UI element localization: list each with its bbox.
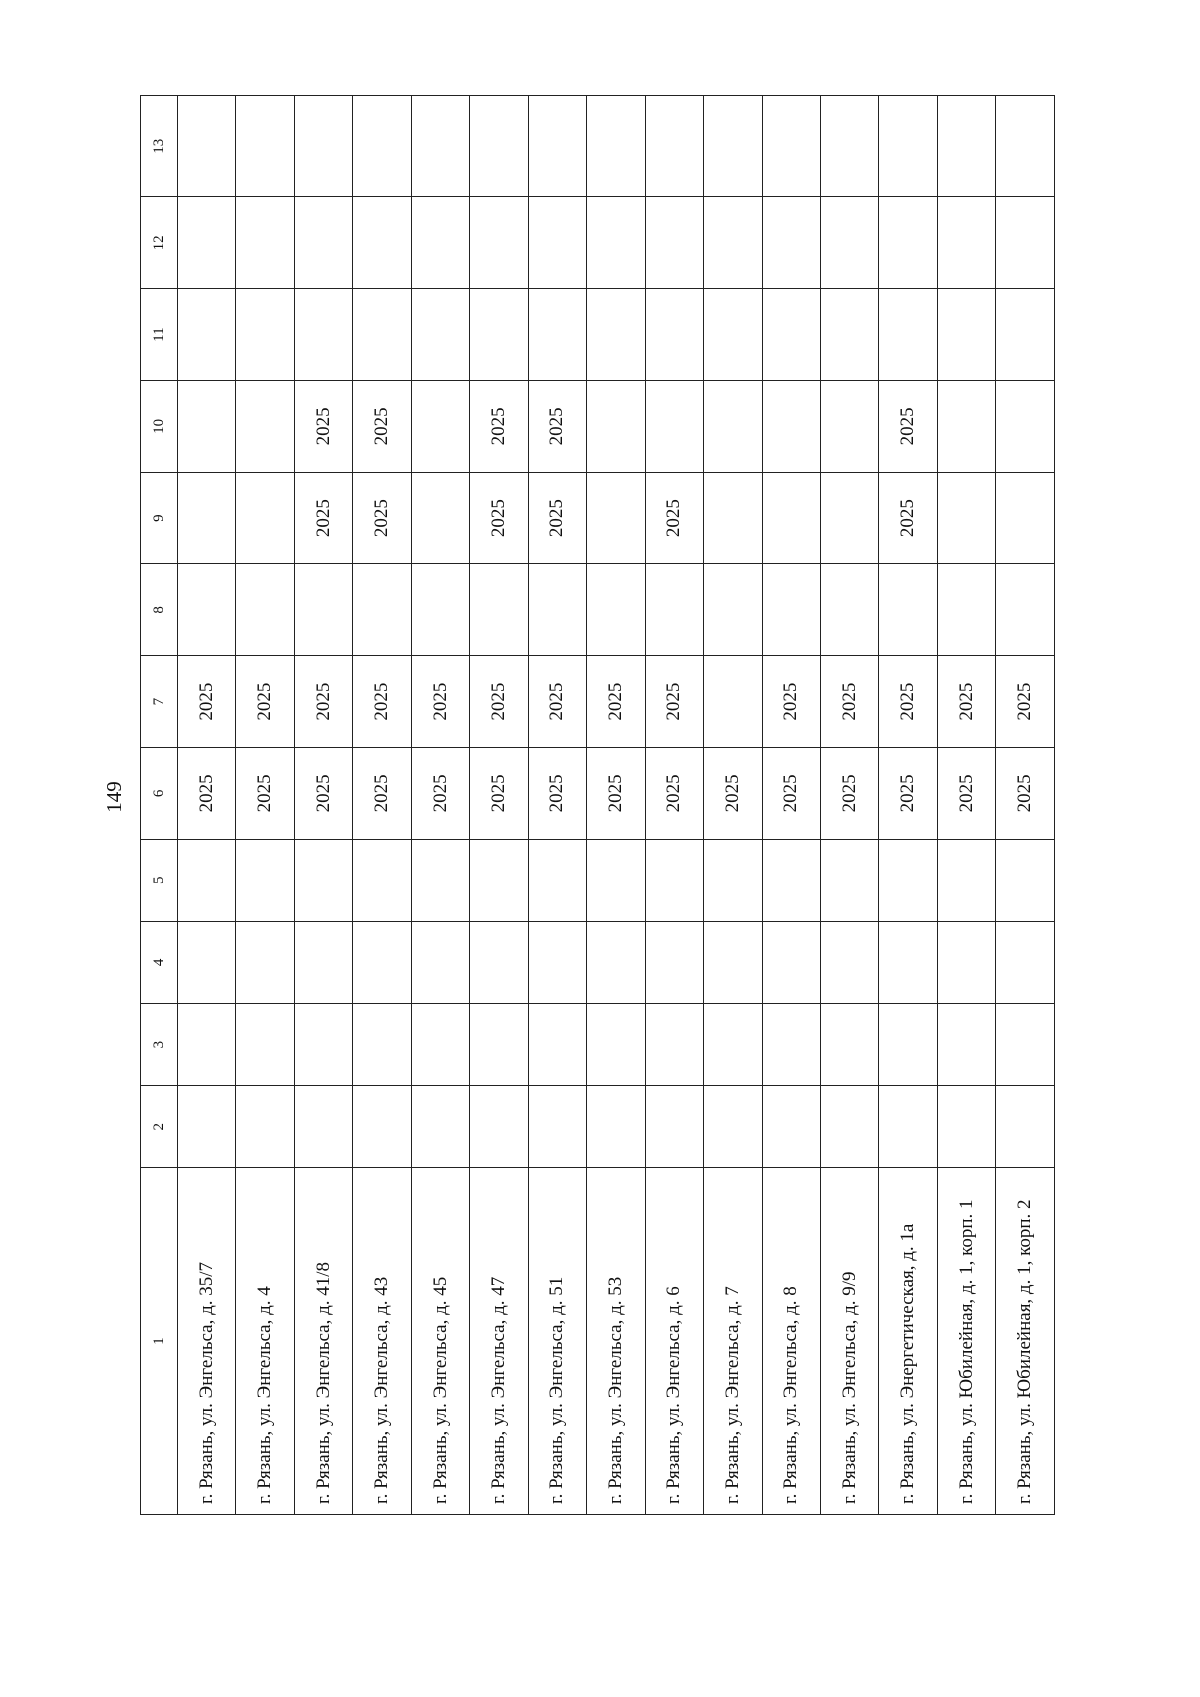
year-cell bbox=[587, 380, 645, 472]
year-cell bbox=[704, 96, 762, 197]
year-cell bbox=[470, 197, 528, 289]
year-cell bbox=[587, 1003, 645, 1085]
year-cell bbox=[236, 1003, 294, 1085]
year-cell bbox=[587, 289, 645, 381]
column-header: 6 bbox=[141, 747, 178, 839]
address-cell: г. Рязань, ул. Энгельса, д. 6 bbox=[645, 1168, 703, 1515]
table-row bbox=[996, 96, 1055, 1515]
address-cell: г. Рязань, ул. Энгельса, д. 7 bbox=[704, 1168, 762, 1515]
year-cell: 2025 bbox=[528, 656, 586, 748]
year-cell bbox=[411, 96, 469, 197]
address-cell: г. Рязань, ул. Энгельса, д. 35/7 bbox=[178, 1168, 236, 1515]
year-cell: 2025 bbox=[587, 656, 645, 748]
year-cell bbox=[178, 289, 236, 381]
year-cell bbox=[762, 472, 820, 564]
year-cell bbox=[411, 921, 469, 1003]
year-cell bbox=[528, 289, 586, 381]
year-cell: 2025 bbox=[645, 656, 703, 748]
column-header: 13 bbox=[141, 96, 178, 197]
year-cell bbox=[996, 380, 1055, 472]
year-cell: 2025 bbox=[353, 656, 411, 748]
year-cell bbox=[236, 839, 294, 921]
year-cell bbox=[996, 289, 1055, 381]
year-cell bbox=[294, 921, 352, 1003]
schedule-table bbox=[140, 95, 1055, 1515]
year-cell bbox=[937, 289, 995, 381]
column-header: 8 bbox=[141, 564, 178, 656]
year-cell bbox=[937, 839, 995, 921]
year-cell bbox=[762, 564, 820, 656]
year-cell bbox=[470, 1086, 528, 1168]
address-cell: г. Рязань, ул. Энгельса, д. 45 bbox=[411, 1168, 469, 1515]
year-cell bbox=[645, 1003, 703, 1085]
table-body bbox=[178, 96, 1055, 1515]
rotated-table-frame bbox=[140, 95, 1055, 1515]
year-cell bbox=[762, 96, 820, 197]
year-cell bbox=[353, 96, 411, 197]
year-cell: 2025 bbox=[411, 656, 469, 748]
year-cell bbox=[645, 197, 703, 289]
table-row bbox=[294, 96, 352, 1515]
table-row bbox=[178, 96, 236, 1515]
year-cell bbox=[236, 472, 294, 564]
year-cell bbox=[178, 1086, 236, 1168]
year-cell bbox=[353, 1086, 411, 1168]
column-header: 7 bbox=[141, 656, 178, 748]
table-header bbox=[141, 96, 178, 1515]
year-cell: 2025 bbox=[879, 472, 937, 564]
year-cell bbox=[528, 839, 586, 921]
year-cell bbox=[704, 839, 762, 921]
year-cell bbox=[528, 564, 586, 656]
year-cell bbox=[178, 96, 236, 197]
year-cell bbox=[470, 564, 528, 656]
year-cell: 2025 bbox=[528, 747, 586, 839]
column-header: 2 bbox=[141, 1086, 178, 1168]
column-header: 1 bbox=[141, 1168, 178, 1515]
year-cell: 2025 bbox=[762, 656, 820, 748]
year-cell bbox=[294, 564, 352, 656]
year-cell bbox=[820, 96, 878, 197]
table-row bbox=[879, 96, 937, 1515]
year-cell bbox=[236, 380, 294, 472]
year-cell bbox=[704, 564, 762, 656]
year-cell bbox=[411, 472, 469, 564]
header-row bbox=[141, 96, 178, 1515]
year-cell bbox=[820, 289, 878, 381]
year-cell bbox=[996, 472, 1055, 564]
year-cell bbox=[411, 1003, 469, 1085]
year-cell: 2025 bbox=[294, 472, 352, 564]
table-row bbox=[236, 96, 294, 1515]
year-cell bbox=[820, 1003, 878, 1085]
year-cell: 2025 bbox=[353, 747, 411, 839]
year-cell bbox=[353, 1003, 411, 1085]
year-cell: 2025 bbox=[294, 656, 352, 748]
year-cell bbox=[411, 564, 469, 656]
year-cell bbox=[704, 921, 762, 1003]
address-cell: г. Рязань, ул. Энергетическая, д. 1а bbox=[879, 1168, 937, 1515]
year-cell bbox=[762, 921, 820, 1003]
year-cell bbox=[762, 839, 820, 921]
table-row bbox=[587, 96, 645, 1515]
year-cell bbox=[704, 289, 762, 381]
year-cell bbox=[704, 1003, 762, 1085]
year-cell bbox=[178, 921, 236, 1003]
year-cell bbox=[587, 1086, 645, 1168]
year-cell bbox=[470, 289, 528, 381]
year-cell bbox=[528, 1003, 586, 1085]
year-cell bbox=[178, 839, 236, 921]
column-header: 9 bbox=[141, 472, 178, 564]
year-cell: 2025 bbox=[294, 380, 352, 472]
address-cell: г. Рязань, ул. Энгельса, д. 47 bbox=[470, 1168, 528, 1515]
year-cell bbox=[704, 380, 762, 472]
year-cell bbox=[236, 1086, 294, 1168]
year-cell bbox=[294, 197, 352, 289]
year-cell bbox=[236, 921, 294, 1003]
table-row bbox=[704, 96, 762, 1515]
address-cell: г. Рязань, ул. Энгельса, д. 4 bbox=[236, 1168, 294, 1515]
year-cell bbox=[353, 197, 411, 289]
year-cell bbox=[762, 1003, 820, 1085]
year-cell: 2025 bbox=[353, 380, 411, 472]
year-cell bbox=[879, 289, 937, 381]
year-cell: 2025 bbox=[470, 747, 528, 839]
address-cell: г. Рязань, ул. Энгельса, д. 8 bbox=[762, 1168, 820, 1515]
column-header: 10 bbox=[141, 380, 178, 472]
year-cell: 2025 bbox=[879, 380, 937, 472]
year-cell bbox=[411, 839, 469, 921]
year-cell bbox=[645, 96, 703, 197]
year-cell bbox=[879, 1003, 937, 1085]
column-header: 3 bbox=[141, 1003, 178, 1085]
year-cell: 2025 bbox=[411, 747, 469, 839]
year-cell bbox=[236, 197, 294, 289]
year-cell bbox=[470, 96, 528, 197]
address-cell: г. Рязань, ул. Юбилейная, д. 1, корп. 2 bbox=[996, 1168, 1055, 1515]
year-cell bbox=[937, 1003, 995, 1085]
year-cell bbox=[645, 380, 703, 472]
year-cell bbox=[178, 564, 236, 656]
year-cell: 2025 bbox=[937, 656, 995, 748]
year-cell bbox=[587, 96, 645, 197]
year-cell bbox=[528, 1086, 586, 1168]
year-cell bbox=[645, 839, 703, 921]
year-cell bbox=[937, 564, 995, 656]
year-cell: 2025 bbox=[820, 747, 878, 839]
year-cell bbox=[704, 472, 762, 564]
year-cell bbox=[996, 564, 1055, 656]
year-cell bbox=[820, 564, 878, 656]
year-cell: 2025 bbox=[645, 747, 703, 839]
year-cell bbox=[294, 289, 352, 381]
year-cell bbox=[820, 839, 878, 921]
year-cell bbox=[704, 1086, 762, 1168]
year-cell bbox=[178, 472, 236, 564]
year-cell bbox=[937, 1086, 995, 1168]
year-cell bbox=[879, 1086, 937, 1168]
year-cell bbox=[178, 1003, 236, 1085]
year-cell: 2025 bbox=[353, 472, 411, 564]
address-cell: г. Рязань, ул. Юбилейная, д. 1, корп. 1 bbox=[937, 1168, 995, 1515]
year-cell bbox=[879, 96, 937, 197]
year-cell bbox=[879, 921, 937, 1003]
year-cell: 2025 bbox=[937, 747, 995, 839]
year-cell bbox=[411, 289, 469, 381]
table-row bbox=[645, 96, 703, 1515]
year-cell bbox=[937, 96, 995, 197]
year-cell bbox=[294, 839, 352, 921]
year-cell bbox=[236, 96, 294, 197]
year-cell bbox=[587, 564, 645, 656]
year-cell bbox=[996, 96, 1055, 197]
year-cell bbox=[820, 197, 878, 289]
column-header: 4 bbox=[141, 921, 178, 1003]
year-cell bbox=[645, 921, 703, 1003]
year-cell: 2025 bbox=[528, 380, 586, 472]
table-row bbox=[762, 96, 820, 1515]
year-cell bbox=[236, 564, 294, 656]
year-cell bbox=[236, 289, 294, 381]
year-cell: 2025 bbox=[470, 656, 528, 748]
year-cell bbox=[820, 380, 878, 472]
table-row bbox=[353, 96, 411, 1515]
year-cell bbox=[762, 289, 820, 381]
year-cell bbox=[470, 1003, 528, 1085]
year-cell bbox=[353, 289, 411, 381]
year-cell bbox=[587, 921, 645, 1003]
year-cell bbox=[996, 197, 1055, 289]
table-row bbox=[470, 96, 528, 1515]
year-cell bbox=[470, 839, 528, 921]
year-cell bbox=[411, 197, 469, 289]
year-cell bbox=[645, 289, 703, 381]
table-row bbox=[937, 96, 995, 1515]
year-cell: 2025 bbox=[879, 656, 937, 748]
year-cell bbox=[762, 197, 820, 289]
year-cell: 2025 bbox=[528, 472, 586, 564]
year-cell bbox=[178, 380, 236, 472]
address-cell: г. Рязань, ул. Энгельса, д. 9/9 bbox=[820, 1168, 878, 1515]
year-cell bbox=[996, 839, 1055, 921]
column-header: 5 bbox=[141, 839, 178, 921]
year-cell: 2025 bbox=[820, 656, 878, 748]
year-cell: 2025 bbox=[879, 747, 937, 839]
year-cell bbox=[645, 564, 703, 656]
year-cell: 2025 bbox=[645, 472, 703, 564]
year-cell bbox=[879, 564, 937, 656]
year-cell bbox=[587, 472, 645, 564]
year-cell bbox=[704, 197, 762, 289]
year-cell: 2025 bbox=[178, 656, 236, 748]
address-cell: г. Рязань, ул. Энгельса, д. 41/8 bbox=[294, 1168, 352, 1515]
year-cell bbox=[937, 472, 995, 564]
year-cell bbox=[353, 564, 411, 656]
year-cell bbox=[645, 1086, 703, 1168]
year-cell: 2025 bbox=[996, 747, 1055, 839]
year-cell bbox=[996, 1086, 1055, 1168]
year-cell bbox=[294, 96, 352, 197]
year-cell bbox=[353, 921, 411, 1003]
year-cell bbox=[762, 380, 820, 472]
year-cell bbox=[178, 197, 236, 289]
year-cell: 2025 bbox=[236, 747, 294, 839]
address-cell: г. Рязань, ул. Энгельса, д. 53 bbox=[587, 1168, 645, 1515]
year-cell: 2025 bbox=[470, 380, 528, 472]
year-cell bbox=[528, 96, 586, 197]
year-cell bbox=[411, 1086, 469, 1168]
year-cell: 2025 bbox=[236, 656, 294, 748]
column-header: 12 bbox=[141, 197, 178, 289]
year-cell bbox=[294, 1003, 352, 1085]
table-row bbox=[820, 96, 878, 1515]
year-cell bbox=[528, 921, 586, 1003]
table-container bbox=[140, 95, 1055, 1515]
year-cell bbox=[411, 380, 469, 472]
year-cell bbox=[704, 656, 762, 748]
year-cell: 2025 bbox=[996, 656, 1055, 748]
table-row bbox=[411, 96, 469, 1515]
year-cell bbox=[937, 197, 995, 289]
table-row bbox=[528, 96, 586, 1515]
year-cell bbox=[587, 839, 645, 921]
year-cell bbox=[294, 1086, 352, 1168]
address-cell: г. Рязань, ул. Энгельса, д. 43 bbox=[353, 1168, 411, 1515]
year-cell: 2025 bbox=[294, 747, 352, 839]
year-cell bbox=[353, 839, 411, 921]
year-cell bbox=[937, 380, 995, 472]
year-cell bbox=[996, 921, 1055, 1003]
address-cell: г. Рязань, ул. Энгельса, д. 51 bbox=[528, 1168, 586, 1515]
column-header: 11 bbox=[141, 289, 178, 381]
year-cell: 2025 bbox=[587, 747, 645, 839]
year-cell bbox=[879, 197, 937, 289]
year-cell bbox=[820, 472, 878, 564]
year-cell: 2025 bbox=[178, 747, 236, 839]
year-cell bbox=[820, 921, 878, 1003]
year-cell bbox=[937, 921, 995, 1003]
year-cell bbox=[996, 1003, 1055, 1085]
year-cell bbox=[587, 197, 645, 289]
page-number: 149 bbox=[102, 781, 126, 813]
year-cell: 2025 bbox=[704, 747, 762, 839]
year-cell bbox=[879, 839, 937, 921]
year-cell bbox=[820, 1086, 878, 1168]
year-cell: 2025 bbox=[470, 472, 528, 564]
year-cell bbox=[762, 1086, 820, 1168]
year-cell bbox=[470, 921, 528, 1003]
year-cell bbox=[528, 197, 586, 289]
year-cell: 2025 bbox=[762, 747, 820, 839]
